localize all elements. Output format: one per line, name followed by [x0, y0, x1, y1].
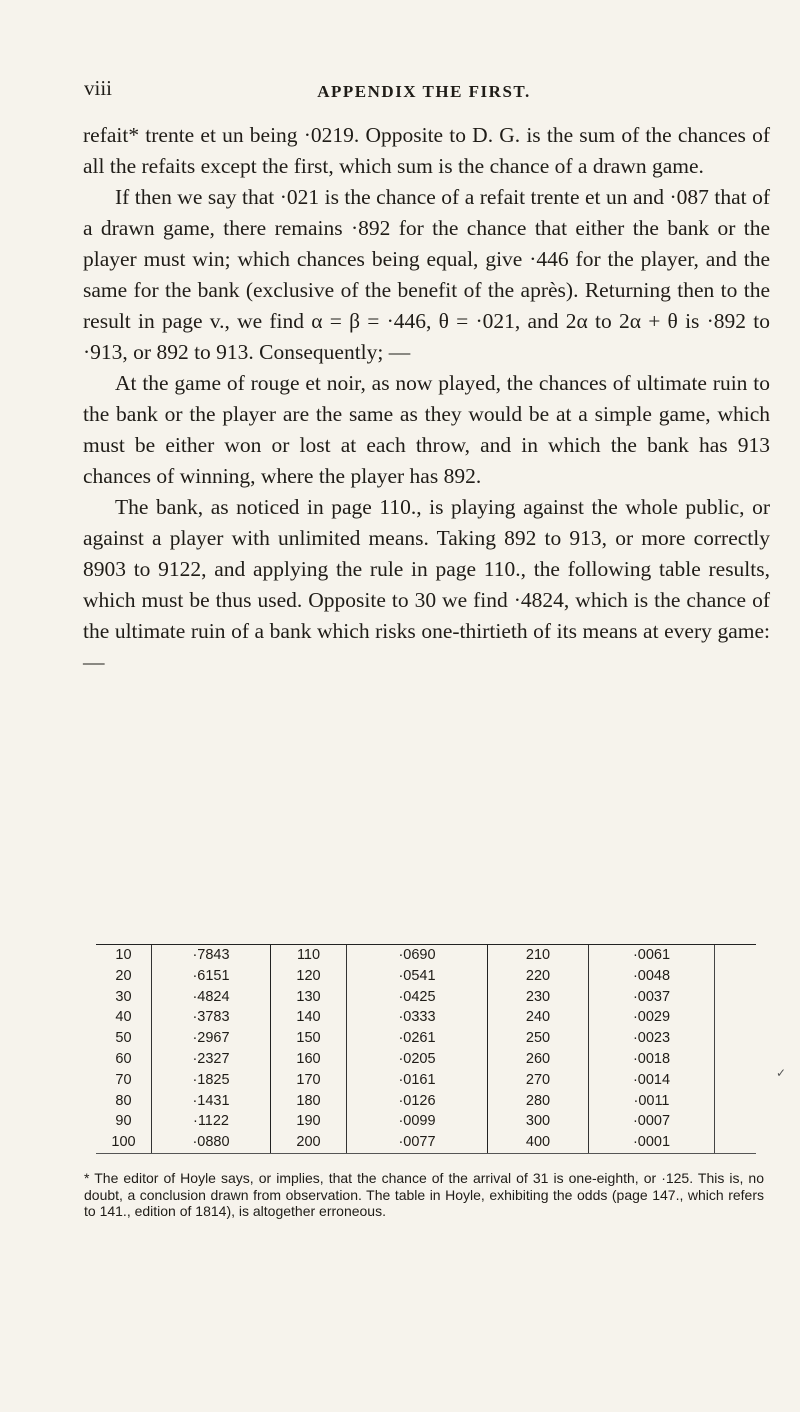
- table-cell: 400: [487, 1132, 588, 1153]
- table-cell: ·0880: [151, 1132, 270, 1153]
- table-cell: 90: [115, 1113, 132, 1130]
- table-cell: 60: [115, 1050, 132, 1067]
- table-cell: ·0037: [588, 987, 715, 1008]
- table-cell: 10: [115, 947, 132, 963]
- table-cell: 130: [270, 987, 346, 1008]
- table-cell: ·6151: [151, 966, 270, 987]
- footnote: * The editor of Hoyle says, or implies, that the chance of the arrival of 31 is one-eighth, or ·125. This is, no doubt, a conclusion drawn from observation. The table in Hoyle, exhibiting the odds (page 147., which refers to 141., edition of 1814), is altogether erroneous.: [84, 1170, 764, 1219]
- table-row: [96, 1111, 756, 1132]
- paragraph: At the game of rouge et noir, as now played, the chances of ultimate ruin to the bank or the player are the same as they would be at a simple game, which must be either won or lost at each throw, and in which the bank has 913 chances of winning, where the player has 892.: [83, 371, 770, 488]
- table-cell: 250: [487, 1028, 588, 1049]
- table-cell: 170: [270, 1070, 346, 1091]
- table-row: [96, 1028, 756, 1049]
- table-cell: ·1122: [151, 1111, 270, 1132]
- table-cell: ·0061: [588, 945, 715, 966]
- table-cell: ·0014: [588, 1070, 715, 1091]
- table-cell: 230: [487, 987, 588, 1008]
- table-row: [96, 1132, 756, 1154]
- table-cell: ·0029: [588, 1007, 715, 1028]
- running-head: APPENDIX THE FIRST.: [317, 82, 531, 101]
- table-cell: 30: [115, 988, 132, 1005]
- table-cell: 100: [111, 1134, 136, 1151]
- table-cell: ·0161: [346, 1070, 487, 1091]
- ruin-chance-table: [96, 944, 756, 1154]
- page-number: viii: [84, 76, 113, 100]
- table-cell: 280: [487, 1091, 588, 1112]
- table-cell: 140: [270, 1007, 346, 1028]
- table-cell: 270: [487, 1070, 588, 1091]
- table-cell: ·0077: [346, 1132, 487, 1153]
- table-row: [96, 1091, 756, 1112]
- table-cell: ·0001: [588, 1132, 715, 1153]
- table-cell: ·3783: [151, 1007, 270, 1028]
- table-cell: ·0126: [346, 1091, 487, 1112]
- table-cell: 300: [487, 1111, 588, 1132]
- table-row: [96, 987, 756, 1008]
- table-cell: 190: [270, 1111, 346, 1132]
- table-cell: 180: [270, 1091, 346, 1112]
- table-cell: 50: [115, 1030, 132, 1047]
- table-cell: ·0023: [588, 1028, 715, 1049]
- table-cell: ·0007: [588, 1111, 715, 1132]
- table-cell: 200: [270, 1132, 346, 1153]
- table-row: [96, 966, 756, 987]
- table-cell: ·0333: [346, 1007, 487, 1028]
- table-cell: 120: [270, 966, 346, 987]
- paragraph: If then we say that ·021 is the chance of a refait trente et un and ·087 that of a drawn game, there remains ·892 for the chance that either the bank or the player must win; which chances being equal, give ·446 for the player, and the same for the bank (exclusive of the benefit of the après). Returning then to the result in page v., we find α = β = ·446, θ = ·021, and 2α to 2α + θ is ·892 to ·913, or 892 to 913. Consequently; —: [83, 185, 770, 364]
- table-cell: ·0425: [346, 987, 487, 1008]
- table-row: [96, 1070, 756, 1091]
- table-cell: 70: [115, 1071, 132, 1088]
- table-cell: ·0261: [346, 1028, 487, 1049]
- table-cell: 80: [115, 1092, 132, 1109]
- table-cell: ·0099: [346, 1111, 487, 1132]
- table-cell: 260: [487, 1049, 588, 1070]
- table-cell: ·0541: [346, 966, 487, 987]
- table-cell: ·0205: [346, 1049, 487, 1070]
- table-cell: ·7843: [151, 945, 270, 966]
- paragraph: The bank, as noticed in page 110., is playing against the whole public, or against a player with unlimited means. Taking 892 to 913, or more correctly 8903 to 9122, and applying the rule in page 110., the following table results, which must be thus used. Opposite to 30 we find ·4824, which is the chance of the ultimate ruin of a bank which risks one-thirtieth of its means at every game: —: [83, 495, 770, 674]
- table-row: [96, 945, 756, 966]
- margin-mark: ✓: [775, 1066, 786, 1080]
- table-row: [96, 1007, 756, 1028]
- body-text: [83, 120, 770, 678]
- table-cell: ·4824: [151, 987, 270, 1008]
- table-cell: ·1825: [151, 1070, 270, 1091]
- table-cell: 210: [487, 945, 588, 966]
- paragraph: refait* trente et un being ·0219. Opposite to D. G. is the sum of the chances of all the refaits except the first, which sum is the chance of a drawn game.: [83, 123, 770, 178]
- table-cell: ·2327: [151, 1049, 270, 1070]
- page-header: [84, 76, 764, 112]
- table-cell: 40: [115, 1009, 132, 1026]
- table-cell: ·2967: [151, 1028, 270, 1049]
- table-cell: 110: [270, 945, 346, 966]
- table-row: [96, 1049, 756, 1070]
- table-cell: ·0048: [588, 966, 715, 987]
- table-cell: ·0018: [588, 1049, 715, 1070]
- table-cell: ·0011: [588, 1091, 715, 1112]
- table-cell: 20: [115, 967, 132, 984]
- table-cell: ·0690: [346, 945, 487, 966]
- table-cell: 220: [487, 966, 588, 987]
- table-cell: 240: [487, 1007, 588, 1028]
- table-cell: ·1431: [151, 1091, 270, 1112]
- table-cell: 150: [270, 1028, 346, 1049]
- table-cell: 160: [270, 1049, 346, 1070]
